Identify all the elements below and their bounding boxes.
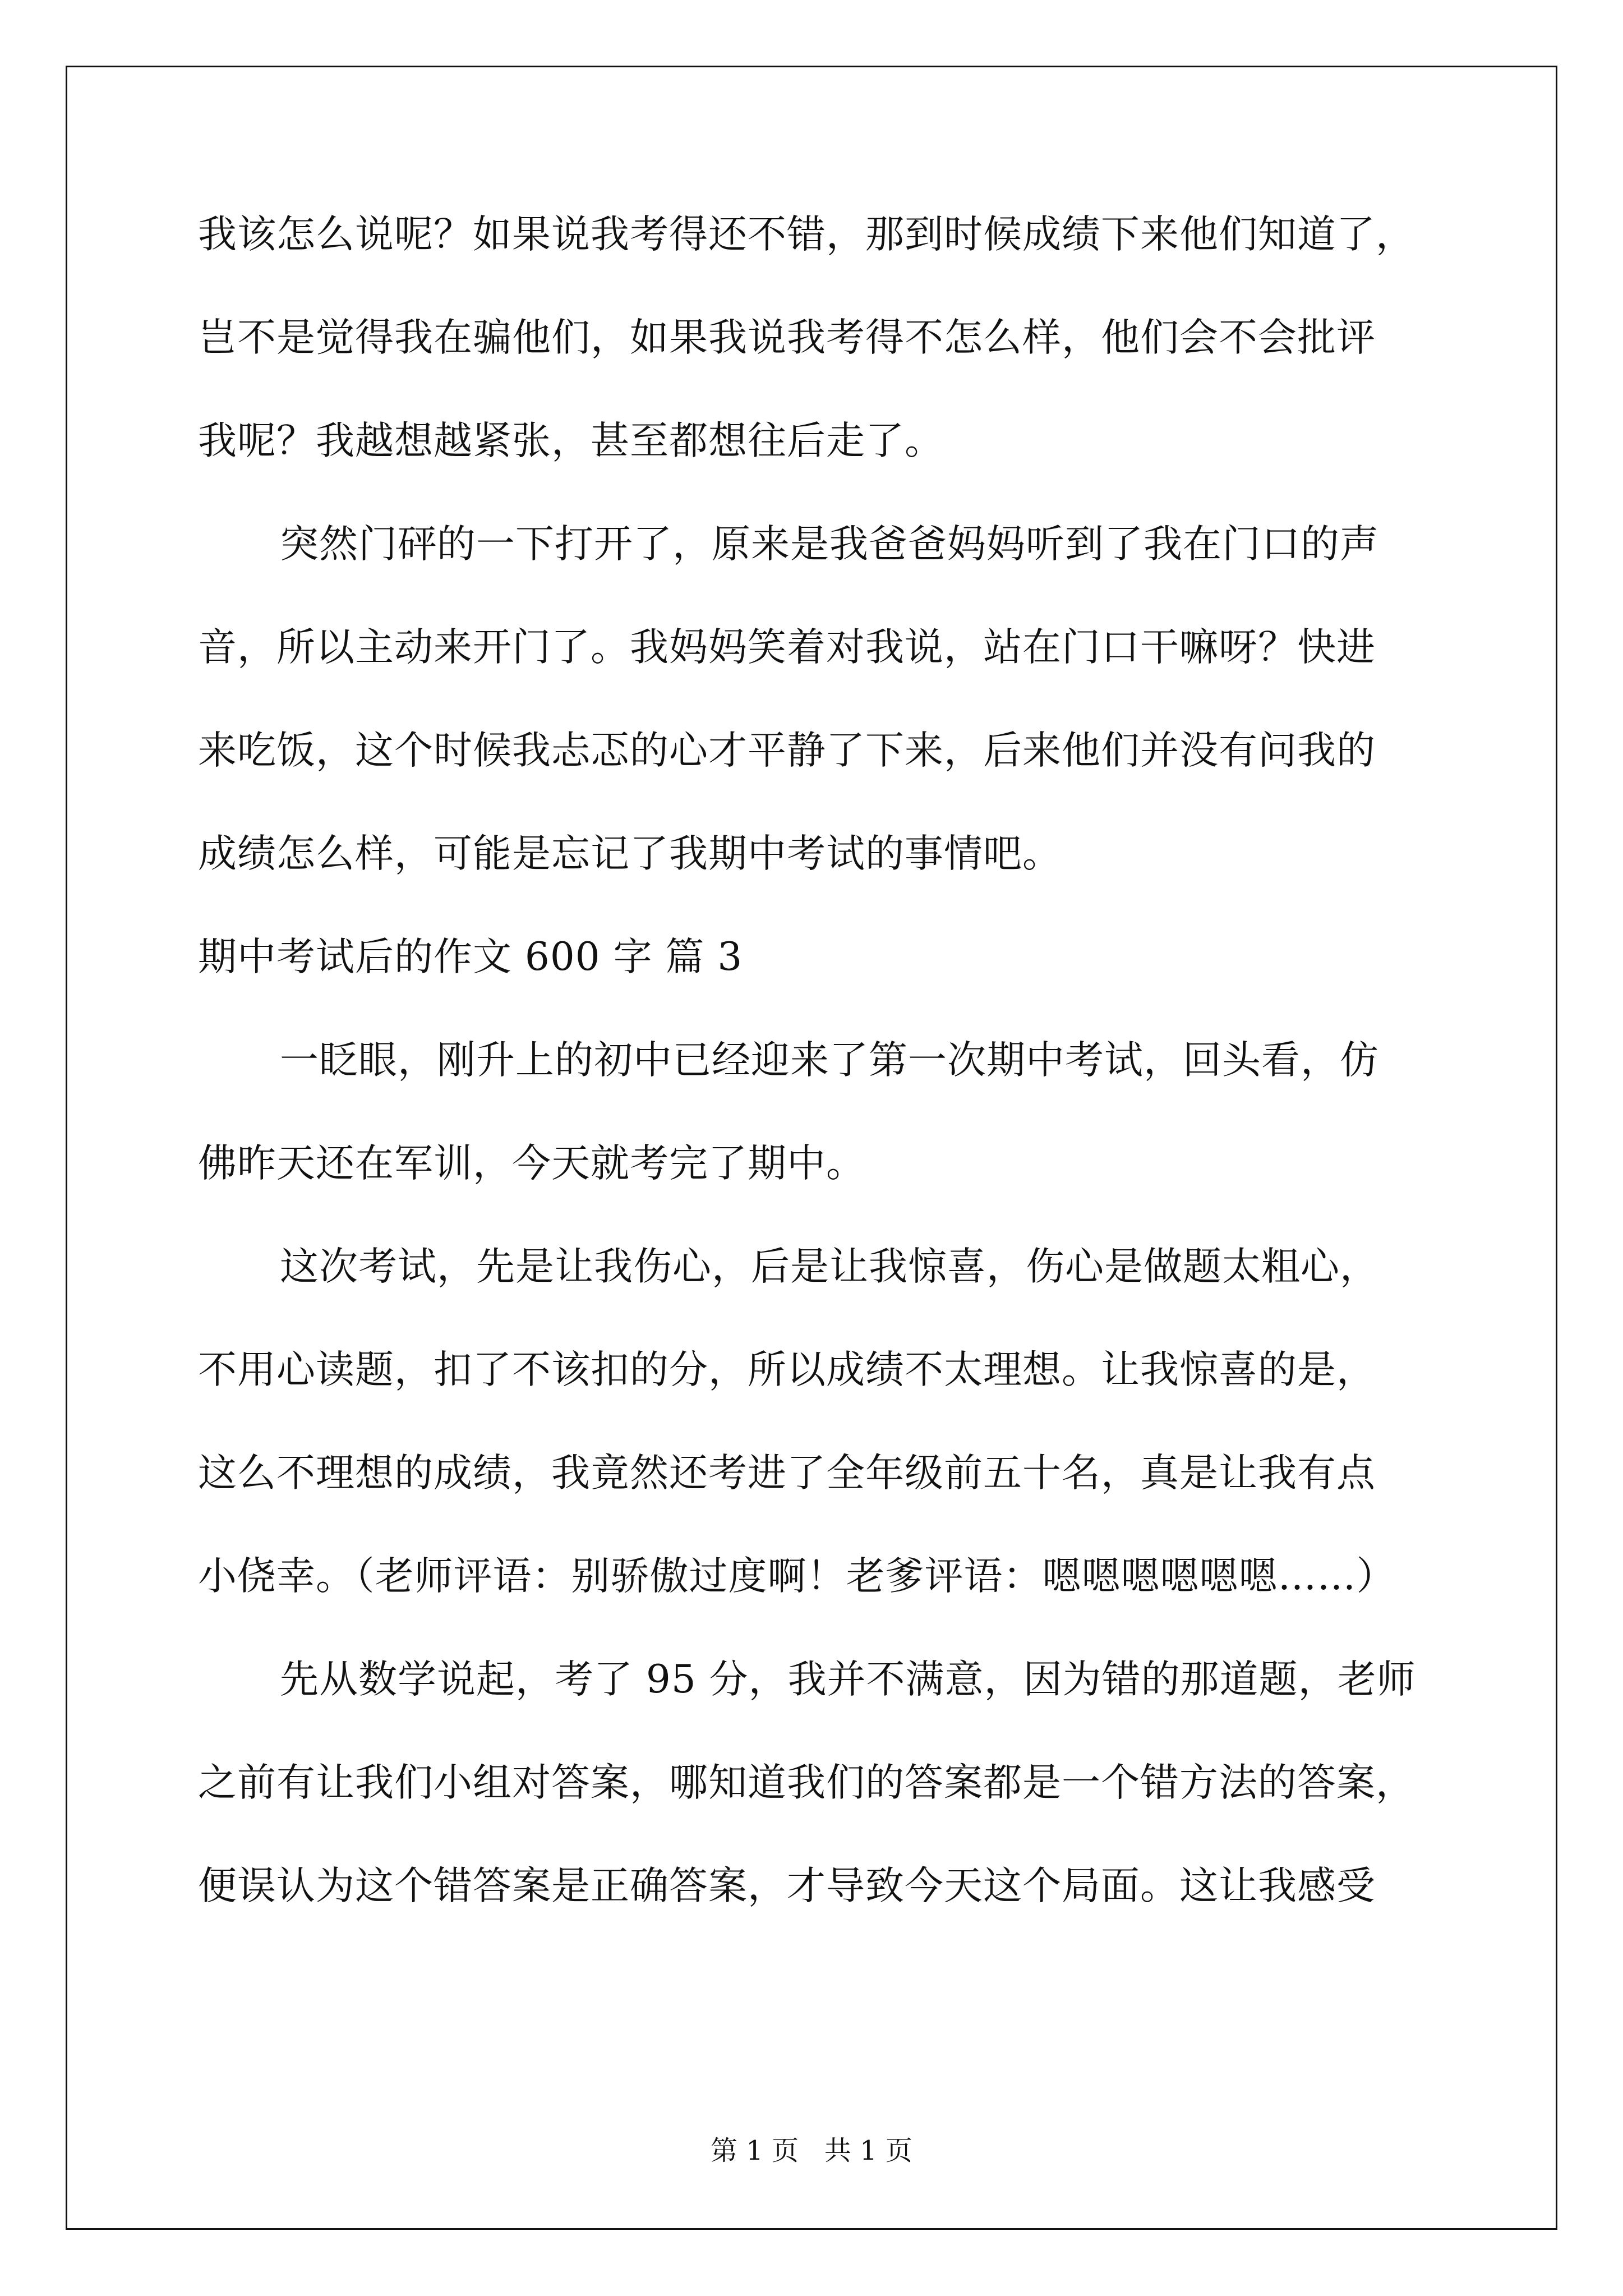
- text-line: 成绩怎么样，可能是忘记了我期中考试的事情吧。: [198, 831, 1062, 876]
- page-number-footer: 第 1 页 共 1 页: [711, 2135, 912, 2166]
- section-heading: 期中考试后的作文 600 字 篇 3: [198, 935, 743, 979]
- text-line: 我该怎么说呢？如果说我考得还不错，那到时候成绩下来他们知道了，: [198, 212, 1415, 257]
- text-line: 一眨眼，刚升上的初中已经迎来了第一次期中考试，回头看，仿: [280, 1038, 1379, 1083]
- text-line: 这么不理想的成绩，我竟然还考进了全年级前五十名，真是让我有点: [198, 1451, 1376, 1496]
- text-line: 便误认为这个错答案是正确答案，才导致今天这个局面。这让我感受: [198, 1864, 1376, 1908]
- text-line: 小侥幸。（老师评语：别骄傲过度啊！老爹评语：嗯嗯嗯嗯嗯嗯……）: [198, 1554, 1396, 1599]
- document-body: [198, 206, 1432, 1961]
- text-line: 岂不是觉得我在骗他们，如果我说我考得不怎么样，他们会不会批评: [198, 315, 1376, 360]
- text-line: 音，所以主动来开门了。我妈妈笑着对我说，站在门口干嘛呀？快进: [198, 625, 1376, 670]
- text-line: 突然门砰的一下打开了，原来是我爸爸妈妈听到了我在门口的声: [280, 522, 1379, 567]
- text-line: 先从数学说起，考了 95 分，我并不满意，因为错的那道题，老师: [280, 1657, 1416, 1702]
- text-line: 之前有让我们小组对答案，哪知道我们的答案都是一个错方法的答案，: [198, 1760, 1415, 1805]
- text-line: 这次考试，先是让我伤心，后是让我惊喜，伤心是做题太粗心，: [280, 1244, 1379, 1289]
- text-line: 佛昨天还在军训，今天就考完了期中。: [198, 1141, 865, 1186]
- text-line: 不用心读题，扣了不该扣的分，所以成绩不太理想。让我惊喜的是，: [198, 1347, 1376, 1392]
- text-line: 我呢？我越想越紧张，甚至都想往后走了。: [198, 418, 944, 463]
- text-line: 来吃饭，这个时候我忐忑的心才平静了下来，后来他们并没有问我的: [198, 728, 1376, 773]
